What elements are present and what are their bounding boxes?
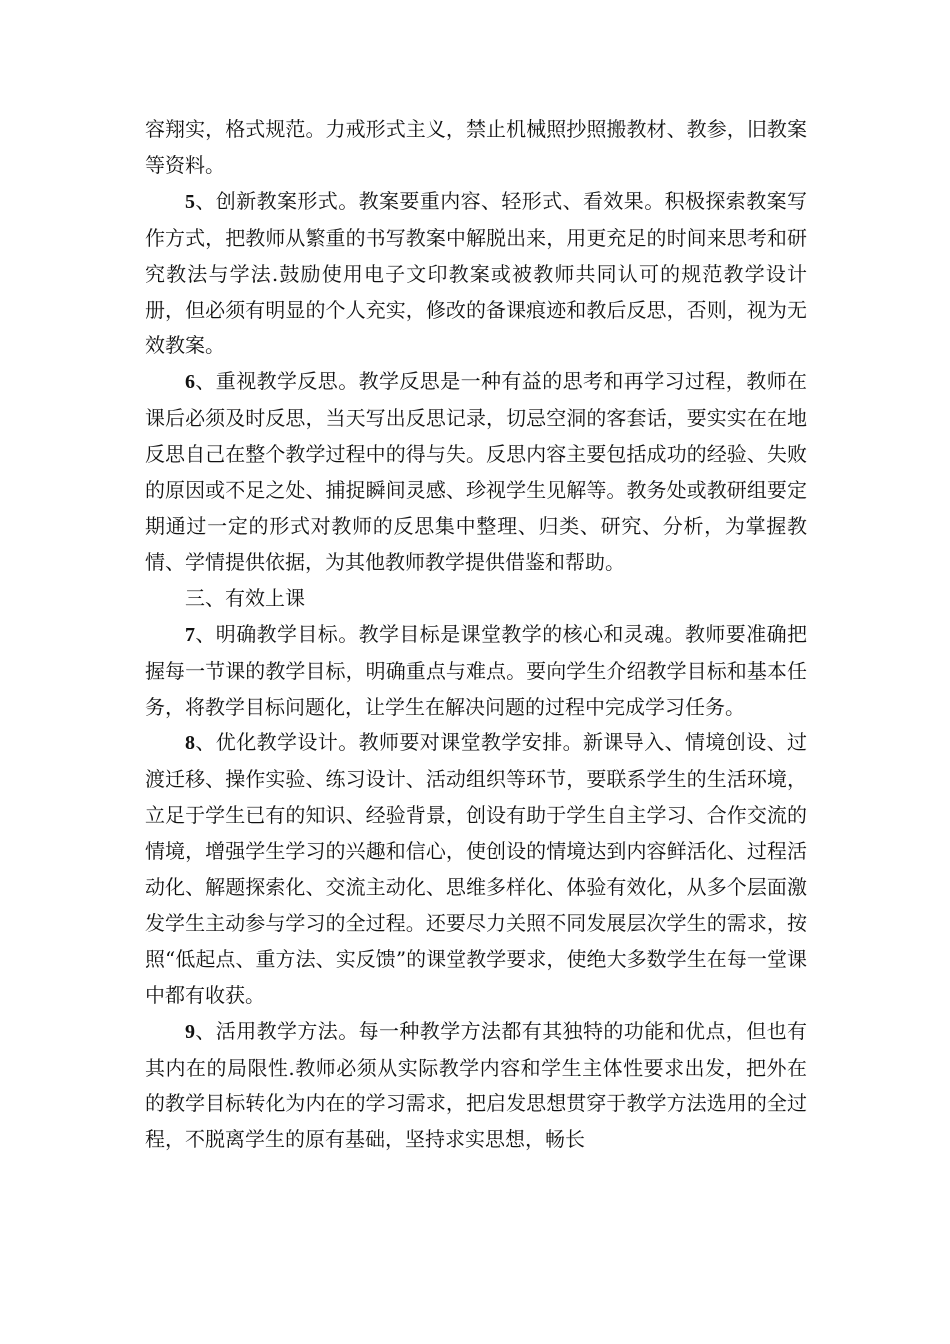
paragraph-item-8 bbox=[145, 725, 807, 1013]
paragraph-item-5 bbox=[145, 184, 807, 365]
item-number: 9 bbox=[185, 1020, 195, 1043]
item-number: 7 bbox=[185, 623, 195, 646]
paragraph-item-6 bbox=[145, 364, 807, 580]
paragraph-text: 、活用教学方法。每一种教学方法都有其独特的功能和优点，但也有其内在的局限性.教师必须从实际教学内容和学生主体性要求出发，把外在的教学目标转化为内在的学习需求，把启发思想贯穿于教学方法选用的全过程，不脱离学生的原有基础，坚持求实思想，畅长 bbox=[145, 1018, 807, 1152]
section-heading bbox=[145, 581, 807, 617]
paragraph-text: 、优化教学设计。教师要对课堂教学安排。新课导入、情境创设、过渡迁移、操作实验、练习设计、活动组织等环节，要联系学生的生活环境，立足于学生已有的知识、经验背景，创设有助于学生自主学习、合作交流的情境，增强学生学习的兴趣和信心，使创设的情境达到内容鲜活化、过程活动化、解题探索化、交流主动化、思维多样化、体验有效化，从多个层面激发学生主动参与学习的全过程。还要尽力关照不同发展层次学生的需求，按照“低起点、重方法、实反馈”的课堂教学要求，使绝大多数学生在每一堂课中都有收获。 bbox=[145, 730, 807, 1007]
paragraph-text: 、创新教案形式。教案要重内容、轻形式、看效果。积极探索教案写作方式，把教师从繁重的书写教案中解脱出来，用更充足的时间来思考和研究教法与学法.鼓励使用电子文印教案或被教师共同认可的规范教学设计册，但必须有明显的个人充实，修改的备课痕迹和教后反思，否则，视为无效教案。 bbox=[145, 188, 807, 358]
paragraph-continuation bbox=[145, 112, 807, 184]
item-number: 5 bbox=[185, 190, 195, 213]
paragraph-item-9 bbox=[145, 1014, 807, 1159]
item-number: 6 bbox=[185, 371, 195, 394]
document-body bbox=[145, 112, 807, 1158]
item-number: 8 bbox=[185, 732, 195, 755]
paragraph-text: 、重视教学反思。教学反思是一种有益的思考和再学习过程，教师在课后必须及时反思，当天写出反思记录，切忌空洞的客套话，要实实在在地反思自己在整个教学过程中的得与失。反思内容主要包括成功的经验、失败的原因或不足之处、捕捉瞬间灵感、珍视学生见解等。教务处或教研组要定期通过一定的形式对教师的反思集中整理、归类、研究、分析，为掌握教情、学情提供依据，为其他教师教学提供借鉴和帮助。 bbox=[145, 369, 807, 574]
section-heading-text: 三、有效上课 bbox=[185, 585, 305, 610]
paragraph-text: 容翔实，格式规范。力戒形式主义，禁止机械照抄照搬教材、教参，旧教案等资料。 bbox=[145, 117, 807, 177]
paragraph-text: 、明确教学目标。教学目标是课堂教学的核心和灵魂。教师要准确把握每一节课的教学目标，明确重点与难点。要向学生介绍教学目标和基本任务，将教学目标问题化，让学生在解决问题的过程中完成学习任务。 bbox=[145, 621, 807, 719]
paragraph-item-7 bbox=[145, 617, 807, 726]
